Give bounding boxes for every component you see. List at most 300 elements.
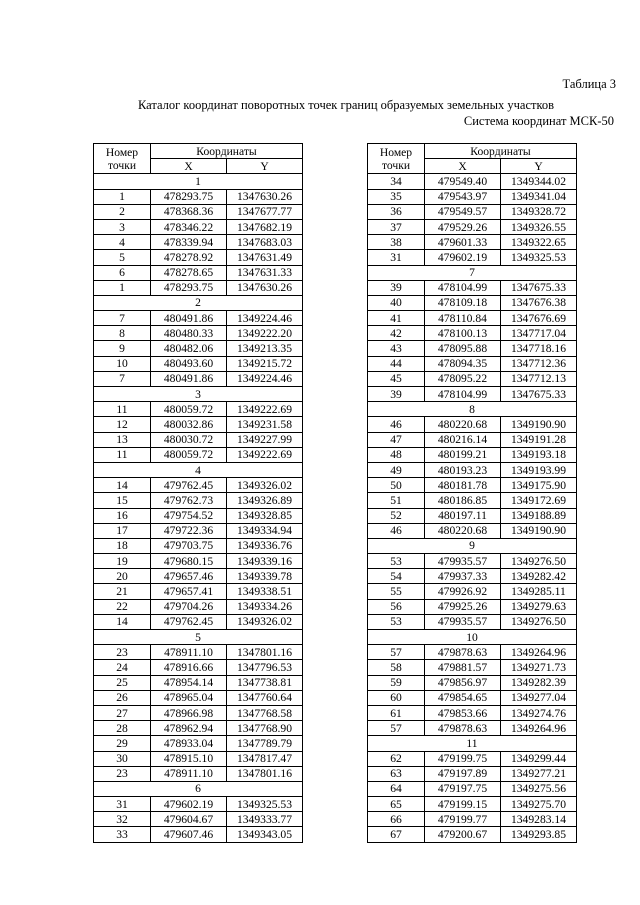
- y-coordinate-cell: 1347675.33: [501, 280, 577, 295]
- x-coordinate-cell: 480030.72: [151, 432, 227, 447]
- table-row: [94, 219, 303, 234]
- table-row: [94, 508, 303, 523]
- table-row: [368, 508, 577, 523]
- point-number-cell: 23: [94, 645, 151, 660]
- parcel-number: 7: [368, 265, 577, 280]
- x-coordinate-cell: 479935.57: [425, 614, 501, 629]
- x-coordinate-cell: 479543.97: [425, 189, 501, 204]
- y-coordinate-cell: 1349343.05: [227, 827, 303, 842]
- y-coordinate-cell: 1347801.16: [227, 645, 303, 660]
- y-coordinate-cell: 1349279.63: [501, 599, 577, 614]
- header-point-number: Номер точки: [368, 144, 425, 174]
- table-row: [94, 250, 303, 265]
- x-coordinate-cell: 479853.66: [425, 705, 501, 720]
- point-number-cell: 19: [94, 554, 151, 569]
- header-coordinates: Координаты: [425, 144, 577, 159]
- x-coordinate-cell: 478278.92: [151, 250, 227, 265]
- header-x: X: [151, 159, 227, 174]
- point-number-cell: 11: [94, 402, 151, 417]
- table-row: [368, 417, 577, 432]
- y-coordinate-cell: 1347768.58: [227, 705, 303, 720]
- y-coordinate-cell: 1347712.13: [501, 371, 577, 386]
- point-number-cell: 33: [94, 827, 151, 842]
- point-number-cell: 32: [94, 812, 151, 827]
- x-coordinate-cell: 479680.15: [151, 554, 227, 569]
- table-row: [94, 311, 303, 326]
- point-number-cell: 12: [94, 417, 151, 432]
- x-coordinate-cell: 478368.36: [151, 204, 227, 219]
- point-number-cell: 15: [94, 493, 151, 508]
- x-coordinate-cell: 478100.13: [425, 326, 501, 341]
- table-row: [94, 705, 303, 720]
- x-coordinate-cell: 478911.10: [151, 645, 227, 660]
- table-row: [368, 523, 577, 538]
- point-number-cell: 18: [94, 538, 151, 553]
- table-row: [368, 341, 577, 356]
- point-number-cell: 14: [94, 614, 151, 629]
- table-row: [94, 447, 303, 462]
- point-number-cell: 6: [94, 265, 151, 280]
- table-row: [368, 462, 577, 477]
- y-coordinate-cell: 1349227.99: [227, 432, 303, 447]
- x-coordinate-cell: 478933.04: [151, 736, 227, 751]
- x-coordinate-cell: 479604.67: [151, 812, 227, 827]
- point-number-cell: 39: [368, 280, 425, 295]
- parcel-group-row: [368, 736, 577, 751]
- parcel-group-row: [94, 387, 303, 402]
- point-number-cell: 1: [94, 280, 151, 295]
- y-coordinate-cell: 1349299.44: [501, 751, 577, 766]
- x-coordinate-cell: 479854.65: [425, 690, 501, 705]
- x-coordinate-cell: 480059.72: [151, 447, 227, 462]
- x-coordinate-cell: 479762.45: [151, 614, 227, 629]
- point-number-cell: 29: [94, 736, 151, 751]
- x-coordinate-cell: 479762.45: [151, 478, 227, 493]
- table-row: [94, 341, 303, 356]
- x-coordinate-cell: 479197.75: [425, 781, 501, 796]
- y-coordinate-cell: 1349336.76: [227, 538, 303, 553]
- parcel-number: 6: [94, 781, 303, 796]
- x-coordinate-cell: 480181.78: [425, 478, 501, 493]
- y-coordinate-cell: 1349190.90: [501, 417, 577, 432]
- point-number-cell: 43: [368, 341, 425, 356]
- x-coordinate-cell: 479762.73: [151, 493, 227, 508]
- x-coordinate-cell: 479878.63: [425, 645, 501, 660]
- point-number-cell: 17: [94, 523, 151, 538]
- point-number-cell: 36: [368, 204, 425, 219]
- point-number-cell: 39: [368, 387, 425, 402]
- point-number-cell: 41: [368, 311, 425, 326]
- x-coordinate-cell: 478965.04: [151, 690, 227, 705]
- table-row: [94, 204, 303, 219]
- y-coordinate-cell: 1349190.90: [501, 523, 577, 538]
- y-coordinate-cell: 1349293.85: [501, 827, 577, 842]
- y-coordinate-cell: 1349282.42: [501, 569, 577, 584]
- table-row: [94, 797, 303, 812]
- header-y: Y: [227, 159, 303, 174]
- point-number-cell: 64: [368, 781, 425, 796]
- table-row: [368, 387, 577, 402]
- point-number-cell: 53: [368, 554, 425, 569]
- parcel-number: 3: [94, 387, 303, 402]
- table-row: [368, 250, 577, 265]
- right-table-body: [368, 174, 577, 842]
- point-number-cell: 66: [368, 812, 425, 827]
- table-row: [94, 751, 303, 766]
- x-coordinate-cell: 478339.94: [151, 235, 227, 250]
- y-coordinate-cell: 1349277.21: [501, 766, 577, 781]
- point-number-cell: 45: [368, 371, 425, 386]
- y-coordinate-cell: 1347631.33: [227, 265, 303, 280]
- x-coordinate-cell: 480482.06: [151, 341, 227, 356]
- table-row: [368, 204, 577, 219]
- y-coordinate-cell: 1349277.04: [501, 690, 577, 705]
- x-coordinate-cell: 480220.68: [425, 417, 501, 432]
- table-row: [94, 584, 303, 599]
- header-point-number: Номер точки: [94, 144, 151, 174]
- x-coordinate-cell: 479937.33: [425, 569, 501, 584]
- y-coordinate-cell: 1347682.19: [227, 219, 303, 234]
- y-coordinate-cell: 1349325.53: [501, 250, 577, 265]
- table-row: [368, 599, 577, 614]
- y-coordinate-cell: 1349224.46: [227, 371, 303, 386]
- parcel-number: 5: [94, 630, 303, 645]
- point-number-cell: 9: [94, 341, 151, 356]
- point-number-cell: 16: [94, 508, 151, 523]
- y-coordinate-cell: 1349326.55: [501, 219, 577, 234]
- x-coordinate-cell: 480493.60: [151, 356, 227, 371]
- table-row: [94, 523, 303, 538]
- x-coordinate-cell: 479704.26: [151, 599, 227, 614]
- header-coordinates: Координаты: [151, 144, 303, 159]
- x-coordinate-cell: 479529.26: [425, 219, 501, 234]
- table-row: [368, 751, 577, 766]
- x-coordinate-cell: 478104.99: [425, 387, 501, 402]
- point-number-cell: 46: [368, 523, 425, 538]
- table-label: Таблица 3: [562, 77, 616, 91]
- table-row: [94, 189, 303, 204]
- x-coordinate-cell: 478094.35: [425, 356, 501, 371]
- y-coordinate-cell: 1349328.72: [501, 204, 577, 219]
- y-coordinate-cell: 1347630.26: [227, 189, 303, 204]
- table-row: [94, 675, 303, 690]
- table-row: [368, 827, 577, 842]
- point-number-cell: 21: [94, 584, 151, 599]
- point-number-cell: 44: [368, 356, 425, 371]
- table-row: [368, 554, 577, 569]
- y-coordinate-cell: 1349282.39: [501, 675, 577, 690]
- y-coordinate-cell: 1349275.56: [501, 781, 577, 796]
- table-row: [94, 538, 303, 553]
- table-row: [368, 797, 577, 812]
- point-number-cell: 54: [368, 569, 425, 584]
- parcel-number: 8: [368, 402, 577, 417]
- x-coordinate-cell: 478095.22: [425, 371, 501, 386]
- point-number-cell: 52: [368, 508, 425, 523]
- point-number-cell: 8: [94, 326, 151, 341]
- y-coordinate-cell: 1349193.18: [501, 447, 577, 462]
- table-row: [368, 675, 577, 690]
- y-coordinate-cell: 1349274.76: [501, 705, 577, 720]
- point-number-cell: 7: [94, 311, 151, 326]
- header-x: X: [425, 159, 501, 174]
- x-coordinate-cell: 478916.66: [151, 660, 227, 675]
- x-coordinate-cell: 479657.46: [151, 569, 227, 584]
- table-row: [94, 766, 303, 781]
- parcel-number: 9: [368, 538, 577, 553]
- x-coordinate-cell: 478104.99: [425, 280, 501, 295]
- x-coordinate-cell: 479925.26: [425, 599, 501, 614]
- parcel-number: 10: [368, 630, 577, 645]
- y-coordinate-cell: 1349328.85: [227, 508, 303, 523]
- x-coordinate-cell: 478278.65: [151, 265, 227, 280]
- point-number-cell: 49: [368, 462, 425, 477]
- x-coordinate-cell: 479549.40: [425, 174, 501, 189]
- parcel-group-row: [94, 462, 303, 477]
- point-number-cell: 31: [94, 797, 151, 812]
- point-number-cell: 48: [368, 447, 425, 462]
- x-coordinate-cell: 478954.14: [151, 675, 227, 690]
- table-row: [94, 614, 303, 629]
- y-coordinate-cell: 1349276.50: [501, 614, 577, 629]
- table-row: [94, 736, 303, 751]
- left-table-body: [94, 174, 303, 842]
- table-row: [94, 645, 303, 660]
- point-number-cell: 14: [94, 478, 151, 493]
- x-coordinate-cell: 478095.88: [425, 341, 501, 356]
- y-coordinate-cell: 1349339.78: [227, 569, 303, 584]
- y-coordinate-cell: 1349264.96: [501, 721, 577, 736]
- table-row: [94, 326, 303, 341]
- y-coordinate-cell: 1349271.73: [501, 660, 577, 675]
- x-coordinate-cell: 479703.75: [151, 538, 227, 553]
- x-coordinate-cell: 479197.89: [425, 766, 501, 781]
- table-row: [368, 493, 577, 508]
- x-coordinate-cell: 478109.18: [425, 295, 501, 310]
- x-coordinate-cell: 480216.14: [425, 432, 501, 447]
- point-number-cell: 38: [368, 235, 425, 250]
- table-row: [368, 766, 577, 781]
- point-number-cell: 51: [368, 493, 425, 508]
- point-number-cell: 61: [368, 705, 425, 720]
- y-coordinate-cell: 1347676.38: [501, 295, 577, 310]
- y-coordinate-cell: 1349213.35: [227, 341, 303, 356]
- y-coordinate-cell: 1349283.14: [501, 812, 577, 827]
- point-number-cell: 34: [368, 174, 425, 189]
- x-coordinate-cell: 480220.68: [425, 523, 501, 538]
- y-coordinate-cell: 1349326.02: [227, 614, 303, 629]
- point-number-cell: 10: [94, 356, 151, 371]
- x-coordinate-cell: 478110.84: [425, 311, 501, 326]
- y-coordinate-cell: 1347712.36: [501, 356, 577, 371]
- header-y: Y: [501, 159, 577, 174]
- y-coordinate-cell: 1347768.90: [227, 721, 303, 736]
- point-number-cell: 26: [94, 690, 151, 705]
- table-row: [368, 721, 577, 736]
- x-coordinate-cell: 480491.86: [151, 371, 227, 386]
- point-number-cell: 7: [94, 371, 151, 386]
- point-number-cell: 2: [94, 204, 151, 219]
- point-number-cell: 5: [94, 250, 151, 265]
- parcel-number: 1: [94, 174, 303, 189]
- point-number-cell: 3: [94, 219, 151, 234]
- table-row: [368, 478, 577, 493]
- table-row: [94, 371, 303, 386]
- y-coordinate-cell: 1347675.33: [501, 387, 577, 402]
- x-coordinate-cell: 478915.10: [151, 751, 227, 766]
- point-number-cell: 65: [368, 797, 425, 812]
- y-coordinate-cell: 1347738.81: [227, 675, 303, 690]
- y-coordinate-cell: 1349275.70: [501, 797, 577, 812]
- table-row: [368, 645, 577, 660]
- x-coordinate-cell: 478293.75: [151, 280, 227, 295]
- x-coordinate-cell: 479935.57: [425, 554, 501, 569]
- table-row: [368, 311, 577, 326]
- y-coordinate-cell: 1347683.03: [227, 235, 303, 250]
- table-row: [368, 569, 577, 584]
- point-number-cell: 28: [94, 721, 151, 736]
- point-number-cell: 60: [368, 690, 425, 705]
- y-coordinate-cell: 1349325.53: [227, 797, 303, 812]
- table-row: [368, 189, 577, 204]
- point-number-cell: 11: [94, 447, 151, 462]
- x-coordinate-cell: 480193.23: [425, 462, 501, 477]
- x-coordinate-cell: 480032.86: [151, 417, 227, 432]
- point-number-cell: 27: [94, 705, 151, 720]
- y-coordinate-cell: 1349339.16: [227, 554, 303, 569]
- x-coordinate-cell: 479878.63: [425, 721, 501, 736]
- x-coordinate-cell: 478966.98: [151, 705, 227, 720]
- y-coordinate-cell: 1349215.72: [227, 356, 303, 371]
- y-coordinate-cell: 1349334.94: [227, 523, 303, 538]
- y-coordinate-cell: 1347717.04: [501, 326, 577, 341]
- x-coordinate-cell: 480197.11: [425, 508, 501, 523]
- point-number-cell: 63: [368, 766, 425, 781]
- table-row: [368, 447, 577, 462]
- y-coordinate-cell: 1349191.28: [501, 432, 577, 447]
- table-row: [368, 326, 577, 341]
- table-row: [94, 569, 303, 584]
- point-number-cell: 25: [94, 675, 151, 690]
- y-coordinate-cell: 1349231.58: [227, 417, 303, 432]
- table-row: [94, 432, 303, 447]
- parcel-group-row: [368, 538, 577, 553]
- y-coordinate-cell: 1349222.69: [227, 402, 303, 417]
- point-number-cell: 53: [368, 614, 425, 629]
- table-row: [368, 219, 577, 234]
- point-number-cell: 58: [368, 660, 425, 675]
- point-number-cell: 30: [94, 751, 151, 766]
- y-coordinate-cell: 1349285.11: [501, 584, 577, 599]
- table-row: [94, 812, 303, 827]
- x-coordinate-cell: 478911.10: [151, 766, 227, 781]
- point-number-cell: 57: [368, 721, 425, 736]
- x-coordinate-cell: 479200.67: [425, 827, 501, 842]
- y-coordinate-cell: 1349334.26: [227, 599, 303, 614]
- point-number-cell: 13: [94, 432, 151, 447]
- parcel-number: 4: [94, 462, 303, 477]
- table-row: [94, 402, 303, 417]
- x-coordinate-cell: 479881.57: [425, 660, 501, 675]
- coordinates-table-right: [367, 143, 577, 843]
- coordinates-table-left: [93, 143, 303, 843]
- x-coordinate-cell: 479926.92: [425, 584, 501, 599]
- x-coordinate-cell: 478962.94: [151, 721, 227, 736]
- parcel-number: 11: [368, 736, 577, 751]
- table-row: [368, 295, 577, 310]
- table-row: [368, 690, 577, 705]
- point-number-cell: 42: [368, 326, 425, 341]
- y-coordinate-cell: 1349344.02: [501, 174, 577, 189]
- point-number-cell: 55: [368, 584, 425, 599]
- x-coordinate-cell: 479607.46: [151, 827, 227, 842]
- y-coordinate-cell: 1349193.99: [501, 462, 577, 477]
- y-coordinate-cell: 1347801.16: [227, 766, 303, 781]
- table-row: [368, 432, 577, 447]
- table-row: [94, 280, 303, 295]
- x-coordinate-cell: 478293.75: [151, 189, 227, 204]
- y-coordinate-cell: 1349322.65: [501, 235, 577, 250]
- x-coordinate-cell: 479657.41: [151, 584, 227, 599]
- x-coordinate-cell: 479549.57: [425, 204, 501, 219]
- table-row: [368, 174, 577, 189]
- table-row: [368, 614, 577, 629]
- point-number-cell: 4: [94, 235, 151, 250]
- parcel-group-row: [368, 630, 577, 645]
- y-coordinate-cell: 1349276.50: [501, 554, 577, 569]
- point-number-cell: 22: [94, 599, 151, 614]
- table-row: [94, 235, 303, 250]
- table-row: [94, 417, 303, 432]
- parcel-group-row: [368, 265, 577, 280]
- point-number-cell: 56: [368, 599, 425, 614]
- y-coordinate-cell: 1349326.89: [227, 493, 303, 508]
- coordinate-system-label: Система координат МСК-50: [463, 114, 614, 128]
- x-coordinate-cell: 478346.22: [151, 219, 227, 234]
- table-row: [368, 812, 577, 827]
- y-coordinate-cell: 1347760.64: [227, 690, 303, 705]
- table-row: [94, 599, 303, 614]
- table-row: [94, 265, 303, 280]
- point-number-cell: 1: [94, 189, 151, 204]
- table-row: [94, 493, 303, 508]
- x-coordinate-cell: 479199.15: [425, 797, 501, 812]
- x-coordinate-cell: 479754.52: [151, 508, 227, 523]
- x-coordinate-cell: 479601.33: [425, 235, 501, 250]
- table-row: [94, 827, 303, 842]
- table-row: [94, 554, 303, 569]
- y-coordinate-cell: 1349264.96: [501, 645, 577, 660]
- x-coordinate-cell: 480186.85: [425, 493, 501, 508]
- x-coordinate-cell: 480480.33: [151, 326, 227, 341]
- y-coordinate-cell: 1347677.77: [227, 204, 303, 219]
- point-number-cell: 24: [94, 660, 151, 675]
- y-coordinate-cell: 1349175.90: [501, 478, 577, 493]
- table-row: [368, 781, 577, 796]
- x-coordinate-cell: 480491.86: [151, 311, 227, 326]
- y-coordinate-cell: 1349333.77: [227, 812, 303, 827]
- point-number-cell: 47: [368, 432, 425, 447]
- x-coordinate-cell: 480059.72: [151, 402, 227, 417]
- x-coordinate-cell: 479199.75: [425, 751, 501, 766]
- y-coordinate-cell: 1349222.69: [227, 447, 303, 462]
- x-coordinate-cell: 480199.21: [425, 447, 501, 462]
- y-coordinate-cell: 1349172.69: [501, 493, 577, 508]
- table-row: [368, 371, 577, 386]
- table-row: [368, 235, 577, 250]
- table-row: [368, 660, 577, 675]
- point-number-cell: 50: [368, 478, 425, 493]
